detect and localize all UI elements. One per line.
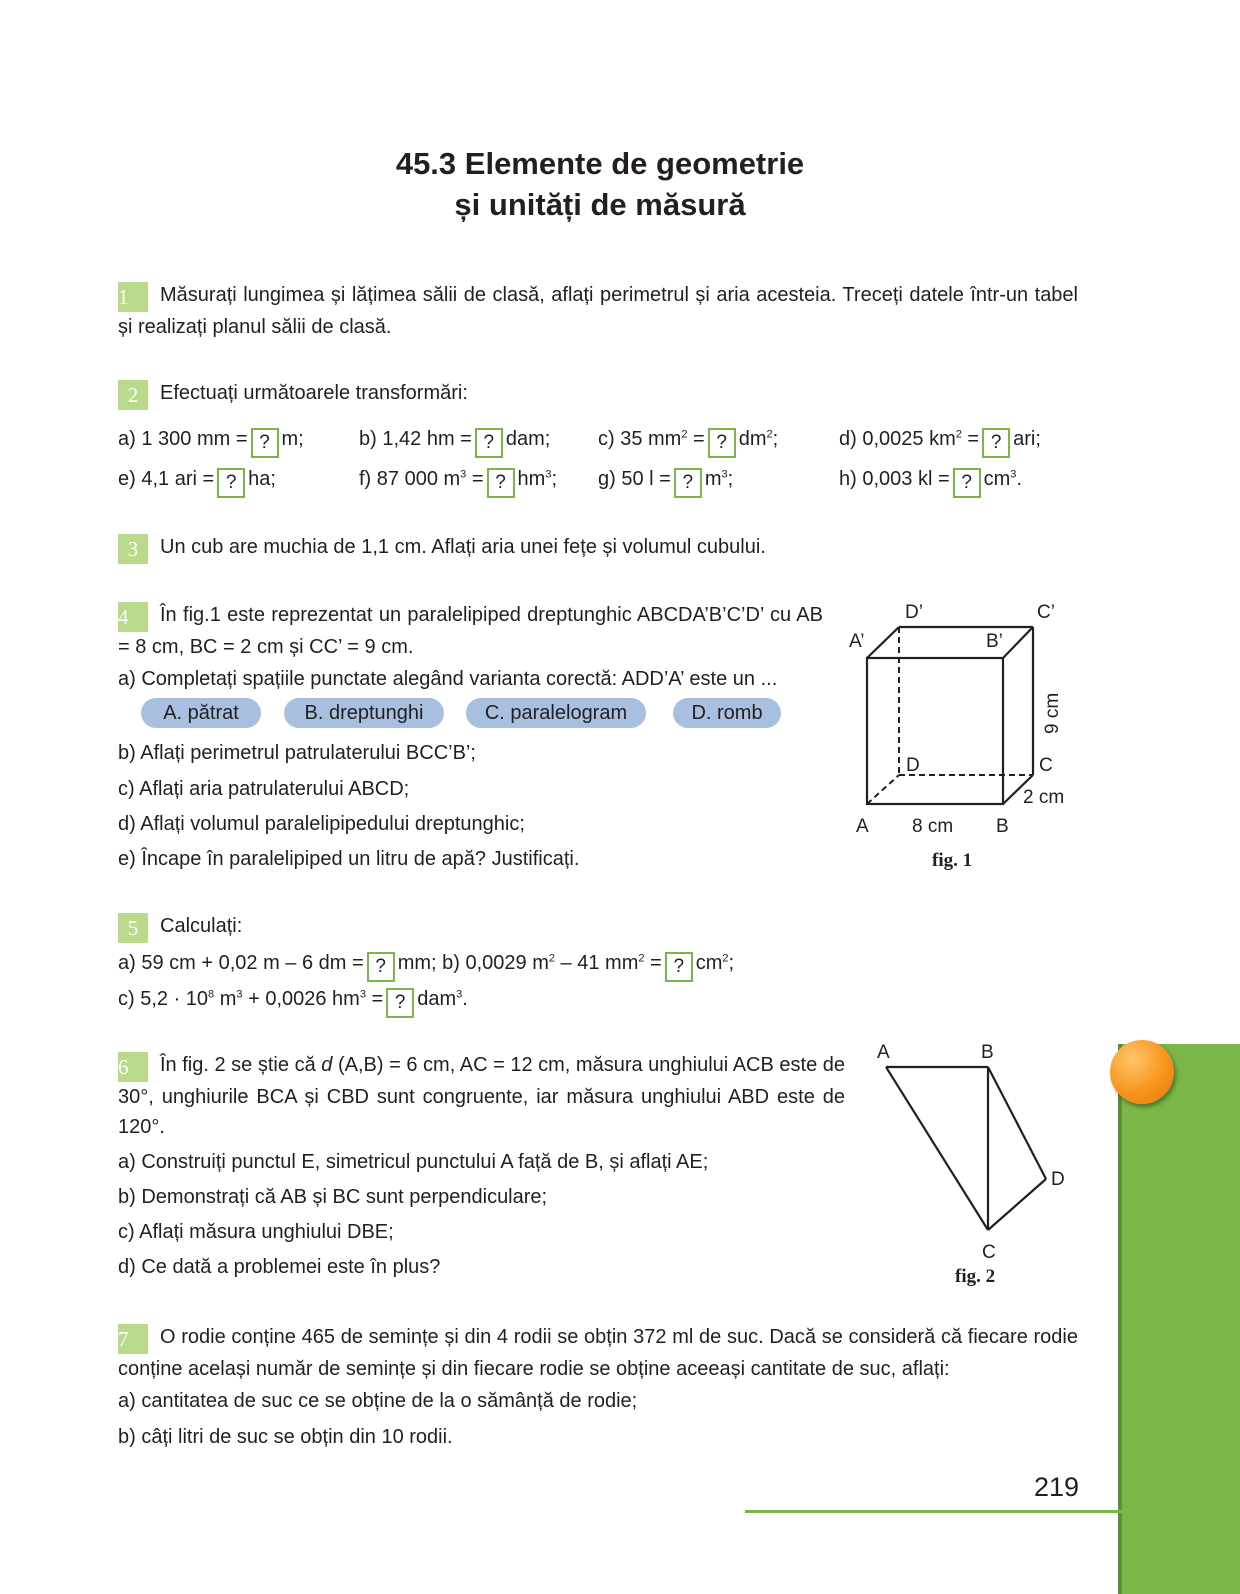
exercise-text: a) 1 300 mm = [118,428,248,450]
exponent: 3 [236,988,243,1001]
question-number: 4 [118,602,148,632]
question-text: În fig.1 este reprezentat un paralelipiped dreptunghic ABCDA’B’C’D’ cu AB = 8 cm, BC = 2 cm și CC’ = 9 cm. [118,604,823,658]
exercise-text: = [693,428,705,450]
exercise-2a [118,425,304,458]
exponent: 2 [681,428,688,441]
edge [1003,627,1033,658]
question-7b: b) câți litri de suc se obțin din 10 rodii. [118,1426,453,1448]
dimension-bc: 2 cm [1023,787,1065,808]
question-number: 5 [118,913,148,943]
label-c: C [1039,755,1053,776]
exercise-text: = [371,988,384,1010]
exercise-2d [839,425,1041,458]
exercise-text: = [967,428,980,450]
exercise-text: a) 59 cm + 0,02 m – 6 dm = [118,952,364,974]
option-b[interactable]: B. dreptunghi [284,698,444,728]
exponent: 2 [955,428,962,441]
exercise-text: c) 35 mm [598,428,682,450]
question-text: Efectuați următoarele transformări: [160,382,468,404]
question-4c: c) Aflați aria patrulaterului ABCD; [118,778,410,800]
segment-bd [988,1067,1046,1179]
exercise-text: m; [281,428,304,450]
exercise-text: ari; [1013,428,1041,450]
label-d: D [1051,1169,1065,1190]
option-d[interactable]: D. romb [673,698,781,728]
question-number: 2 [118,380,148,410]
answer-box[interactable]: ? [217,468,245,498]
question-4a: a) Completați spațiile punctate alegând varianta corectă: ADD’A’ este un ... [118,668,778,690]
question-4b: b) Aflați perimetrul patrulaterului BCC’B’; [118,742,476,764]
distance-symbol: d [321,1054,333,1076]
title-line-2: și unități de măsură [454,187,746,222]
page-title [0,143,1200,225]
label-c-prime: C’ [1037,602,1055,623]
segment-ac [886,1067,988,1230]
question-1 [118,280,1078,342]
exercise-text: d) 0,0025 km [839,428,956,450]
figure-1-parallelepiped [840,595,1080,845]
page-number-rule [745,1510,1122,1513]
hidden-edge [867,775,899,804]
exercise-text: b) 1,42 hm = [359,428,472,450]
label-b: B [996,816,1009,837]
exercise-text: g) 50 l = [598,468,671,490]
option-a[interactable]: A. pătrat [141,698,261,728]
answer-box[interactable]: ? [674,468,702,498]
answer-box[interactable]: ? [386,988,414,1018]
exercise-text: h) 0,003 kl = [839,468,950,490]
exercise-text: = [471,468,484,490]
exercise-5ab: a) 59 cm + 0,02 m – 6 dm = ? mm; b) 0,0029 $m^2 - 41$ $mm^2$ = ? $cm^2$; [118,949,734,982]
answer-box[interactable]: ? [708,428,736,458]
question-2 [118,379,468,410]
question-7 [118,1322,1078,1384]
question-text: (A,B) = 6 cm, AC = 12 cm, măsura unghiului ACB este de 30°, unghiurile BCA și CBD sunt congruente, iar măsura unghiului ABD este de 120°. [118,1054,846,1138]
question-text: O rodie conține 465 de semințe și din 4 rodii se obțin 372 ml de suc. Dacă se consideră că fiecare rodie conține același număr de semințe și din fiecare rodie se obține aceeași cantitate de suc, aflați: [118,1326,1078,1380]
exercise-text: m [704,468,722,490]
answer-box[interactable]: ? [487,468,515,498]
exercise-text: dam; [505,428,551,450]
exercise-text: – 41 mm [560,952,639,974]
answer-box[interactable]: ? [475,428,503,458]
exponent: 2 [548,952,555,965]
front-face [867,658,1003,804]
exercise-text: + 0,0026 hm [248,988,360,1010]
dimension-cc: 9 cm [1042,692,1063,734]
exercise-text: hm [517,468,546,490]
label-a: A [856,816,869,837]
question-3 [118,533,766,564]
exponent: 3 [456,988,463,1001]
exercise-text: cm [695,952,723,974]
answer-box[interactable]: ? [251,428,279,458]
exponent: 2 [722,952,729,965]
side-bar [1122,1044,1240,1594]
exponent: 2 [766,428,773,441]
exercise-2b [359,425,550,458]
question-7a: a) cantitatea de suc ce se obține de la o sămânță de rodie; [118,1390,638,1412]
exercise-text: f) 87 000 m [359,468,461,490]
exponent: 3 [359,988,366,1001]
answer-box[interactable]: ? [367,952,395,982]
question-number: 6 [118,1052,148,1082]
exercise-2e [118,465,276,498]
title-line-1: 45.3 Elemente de geometrie [395,146,805,181]
question-text: Un cub are muchia de 1,1 cm. Aflați aria unei fețe și volumul cubului. [160,536,766,558]
edge [867,627,899,658]
label-c: C [982,1242,996,1263]
figure-2-triangles [870,1035,1070,1270]
exercise-5c: c) $5,2 \cdot 10^8$ $m^3 + 0,0026$ $hm^3$ = ? dam$^3$. [118,985,468,1018]
exercise-2g: g) 50 l = ? $m^3$; [598,465,733,498]
decorative-dot [1110,1040,1174,1104]
exercise-text: c) 5,2 · 10 [118,988,209,1010]
question-text: Măsurați lungimea și lățimea sălii de clasă, aflați perimetrul și aria acesteia. Treceți datele într-un tabel și realizați planul sălii de clasă. [118,284,1078,338]
exercise-2h: h) 0,003 kl = ? $cm^3$. [839,465,1022,498]
answer-box[interactable]: ? [982,428,1010,458]
exponent: 3 [545,468,552,481]
answer-box[interactable]: ? [953,468,981,498]
option-c[interactable]: C. paralelogram [466,698,646,728]
question-4 [118,600,823,662]
exercise-text: m [219,988,237,1010]
exercise-text: = [650,952,662,974]
exponent: 2 [638,952,645,965]
exercise-text: cm [983,468,1011,490]
question-number: 3 [118,534,148,564]
exercise-text: dam [417,988,457,1010]
figure-1-caption: fig. 1 [932,850,973,871]
question-number: 1 [118,282,148,312]
figure-2-caption: fig. 2 [955,1266,996,1287]
segment-dc [988,1179,1046,1230]
label-b: B [981,1042,994,1063]
label-d: D [906,755,920,776]
question-6d: d) Ce dată a problemei este în plus? [118,1256,441,1278]
label-a: A [877,1042,890,1063]
question-text: În fig. 2 se știe că [160,1054,316,1076]
exponent: 3 [460,468,467,481]
question-text: Calculați: [160,915,243,937]
question-6 [118,1050,845,1142]
label-d-prime: D’ [905,602,923,623]
exercise-text: ha; [248,468,276,490]
question-number: 7 [118,1324,148,1354]
question-4e: e) Încape în paralelipiped un litru de apă? Justificați. [118,848,580,870]
dimension-ab: 8 cm [912,816,954,837]
exercise-2f: f) 87 000 $m^3$ = ? $hm^3$; [359,465,557,498]
exponent: 8 [208,988,215,1001]
exercise-text: dm [738,428,767,450]
page-number: 219 [1034,1472,1080,1502]
question-4d: d) Aflați volumul paralelipipedului dreptunghic; [118,813,525,835]
label-b-prime: B’ [986,631,1003,652]
exponent: 3 [1010,468,1017,481]
exponent: 3 [721,468,728,481]
question-5 [118,912,242,943]
question-6c: c) Aflați măsura unghiului DBE; [118,1221,394,1243]
exercise-text: e) 4,1 ari = [118,468,215,490]
answer-box[interactable]: ? [665,952,693,982]
exercise-2c: c) 35 $mm^2$ = ? $dm^2$; [598,425,778,458]
exercise-text: mm; b) 0,0029 m [397,952,549,974]
question-6b: b) Demonstrați că AB și BC sunt perpendiculare; [118,1186,548,1208]
label-a-prime: A’ [849,631,865,652]
question-6a: a) Construiți punctul E, simetricul punctului A față de B, și aflați AE; [118,1151,709,1173]
